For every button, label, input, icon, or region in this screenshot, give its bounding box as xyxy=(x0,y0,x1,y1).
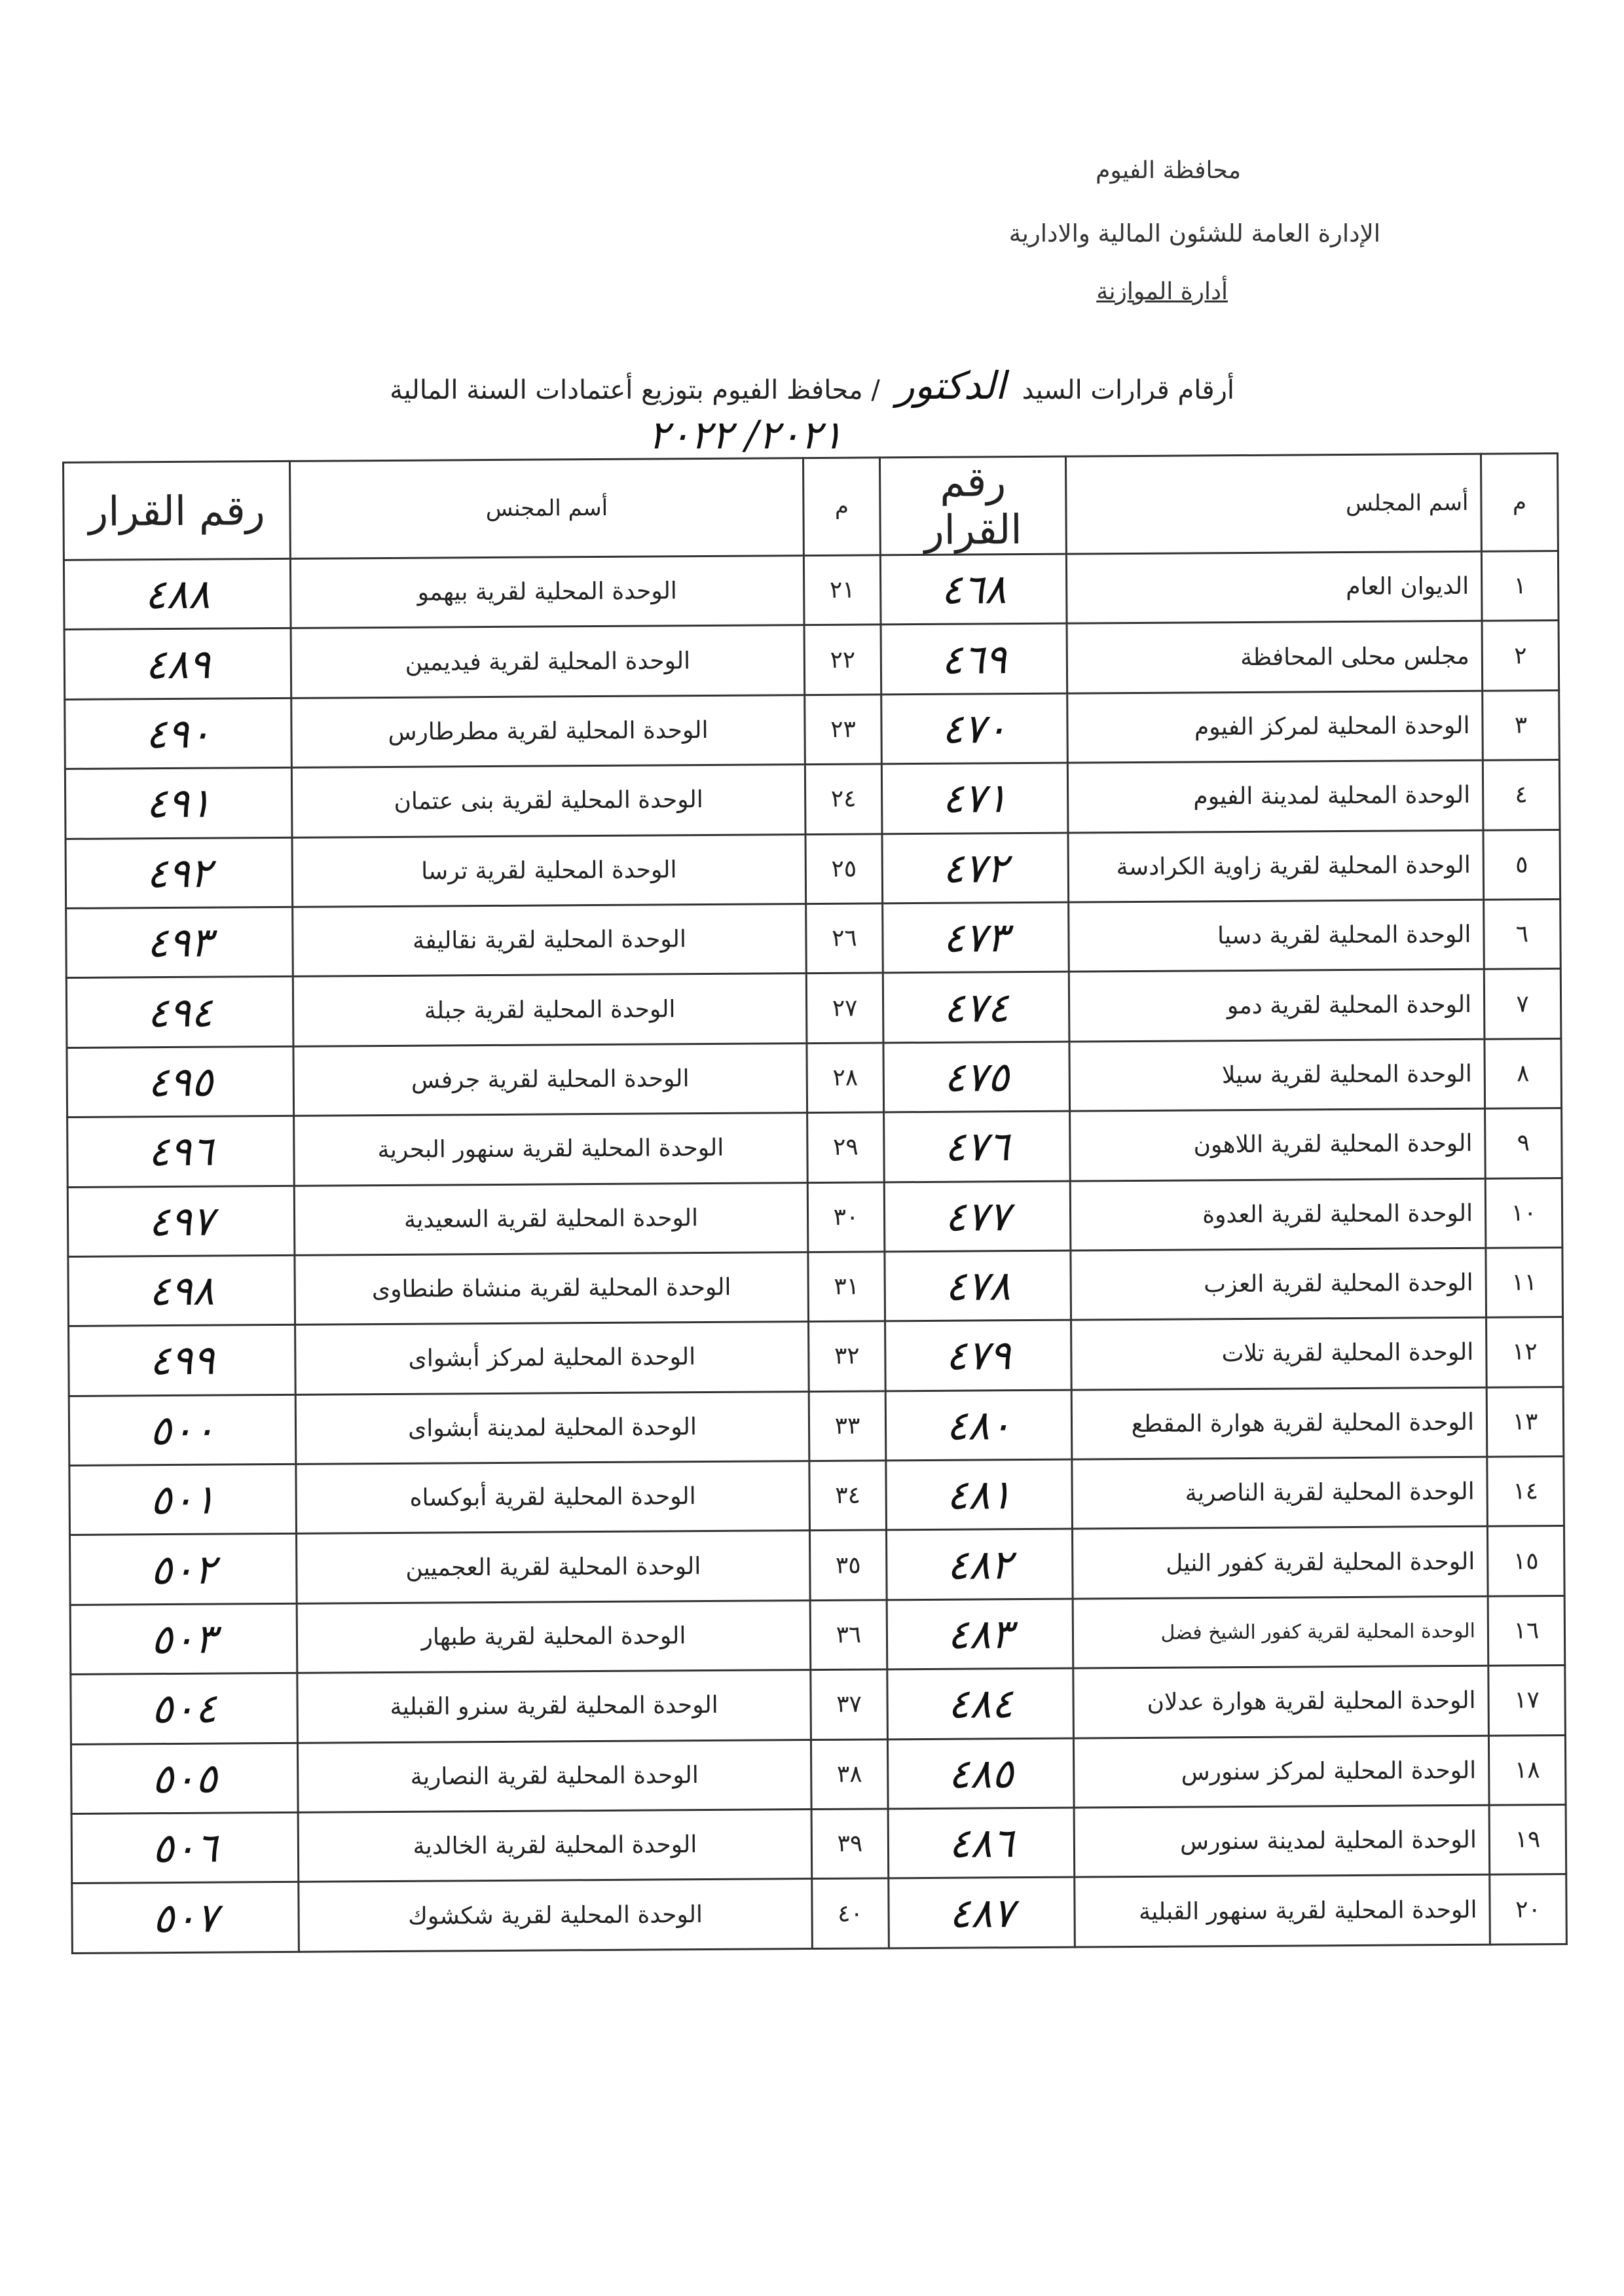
governorate-name: محافظة الفيوم xyxy=(1096,157,1241,184)
decision-number-2: ٥٠٣ xyxy=(70,1603,297,1675)
decision-number: ٤٧٠ xyxy=(881,693,1068,764)
header-m2: م xyxy=(803,458,880,556)
council-name-2: الوحدة المحلية لقرية جبلة xyxy=(293,974,807,1046)
council-name-2: الوحدة المحلية لقرية جرفس xyxy=(293,1043,807,1116)
decision-number-2: ٥٠٧ xyxy=(72,1882,299,1954)
decision-number-2: ٥٠٦ xyxy=(71,1812,299,1884)
row-number: ١٨ xyxy=(1488,1735,1566,1805)
row-number: ١٦ xyxy=(1488,1595,1565,1666)
council-name: الوحدة المحلية لقرية كفور النيل xyxy=(1072,1527,1488,1599)
row-number: ١٥ xyxy=(1487,1526,1564,1596)
decision-number: ٤٨٢ xyxy=(886,1529,1073,1600)
row-number: ٢ xyxy=(1482,621,1559,691)
decision-number-2: ٤٩٥ xyxy=(67,1046,294,1118)
decision-number: ٤٧٣ xyxy=(883,902,1069,973)
decision-number: ٤٨٦ xyxy=(888,1808,1075,1878)
row-number: ١٩ xyxy=(1489,1805,1566,1875)
title-suffix: / محافظ الفيوم بتوزيع أعتمادات السنة المالية xyxy=(390,375,880,405)
decision-number-2: ٤٩٨ xyxy=(68,1255,295,1326)
council-name-2: الوحدة المحلية لقرية بنى عتمان xyxy=(291,765,805,837)
row-number: ٢٠ xyxy=(1490,1874,1567,1944)
row-number-2: ٢٣ xyxy=(805,695,882,765)
council-name: الوحدة المحلية لقرية كفور الشيخ فضل xyxy=(1073,1596,1488,1668)
decision-number: ٤٧٤ xyxy=(883,972,1069,1042)
row-number-2: ٣٦ xyxy=(810,1600,887,1670)
council-name-2: الوحدة المحلية لقرية أبوكساه xyxy=(296,1461,810,1534)
row-number-2: ٣٢ xyxy=(809,1321,886,1391)
decision-number: ٤٧٢ xyxy=(882,833,1069,903)
table-row xyxy=(69,1387,1564,1465)
council-name-2: الوحدة المحلية لقرية العجميين xyxy=(297,1531,811,1603)
decision-number: ٤٦٨ xyxy=(880,554,1067,625)
decision-number: ٤٨٧ xyxy=(889,1878,1075,1948)
decision-number: ٤٨٠ xyxy=(885,1390,1072,1461)
decision-number-2: ٤٩٧ xyxy=(67,1186,295,1257)
table-row xyxy=(66,969,1561,1048)
title-prefix: أرقام قرارات السيد xyxy=(1022,375,1234,405)
table-row xyxy=(67,1108,1562,1187)
council-name-2: الوحدة المحلية لمدينة أبشواى xyxy=(295,1391,809,1464)
council-name-2: الوحدة المحلية لقرية السعيدية xyxy=(294,1182,808,1255)
table-row xyxy=(71,1805,1566,1884)
row-number: ٨ xyxy=(1485,1038,1562,1108)
council-name-2: الوحدة المحلية لقرية سنهور البحرية xyxy=(294,1113,808,1186)
row-number-2: ٣٩ xyxy=(811,1809,889,1879)
decision-number-2: ٤٩٢ xyxy=(65,837,293,909)
council-name-2: الوحدة المحلية لقرية نقاليفة xyxy=(293,904,807,977)
table-row xyxy=(72,1874,1567,1954)
council-name: الوحدة المحلية لقرية اللاهون xyxy=(1070,1108,1486,1180)
table-row xyxy=(69,1457,1564,1535)
row-number: ٩ xyxy=(1485,1108,1562,1178)
row-number-2: ٣٤ xyxy=(809,1461,887,1531)
council-name: الوحدة المحلية لقرية دسيا xyxy=(1069,900,1485,972)
decision-number: ٤٦٩ xyxy=(881,624,1067,695)
row-number-2: ٢٢ xyxy=(804,625,881,695)
row-number: ١٠ xyxy=(1485,1178,1562,1248)
decision-number: ٤٨٣ xyxy=(887,1599,1073,1669)
row-number: ٧ xyxy=(1484,969,1561,1039)
fiscal-year: ٢٠٢١/ ٢٠٢٢ xyxy=(648,412,843,458)
council-name: الوحدة المحلية لمركز سنورس xyxy=(1073,1736,1489,1808)
row-number-2: ٢٥ xyxy=(805,833,883,903)
table-row xyxy=(65,760,1560,839)
council-name-2: الوحدة المحلية لقرية الخالدية xyxy=(298,1810,812,1882)
decision-number-2: ٤٩٦ xyxy=(67,1116,295,1187)
table-row xyxy=(70,1595,1565,1674)
council-name: الوحدة المحلية لقرية تلات xyxy=(1071,1318,1487,1390)
decision-number-2: ٤٩٠ xyxy=(65,698,292,769)
decision-number: ٤٧١ xyxy=(881,763,1068,833)
table-row xyxy=(71,1735,1566,1813)
decision-number-2: ٤٩٣ xyxy=(66,907,293,978)
council-name-2: الوحدة المحلية لقرية طبهار xyxy=(297,1600,811,1673)
decision-number: ٤٧٨ xyxy=(885,1250,1071,1321)
row-number: ١٧ xyxy=(1488,1666,1566,1736)
decision-number: ٤٨١ xyxy=(886,1459,1073,1530)
row-number: ٣ xyxy=(1483,690,1560,760)
header-decision2: رقم القرار xyxy=(64,461,291,560)
row-number: ١٤ xyxy=(1487,1457,1564,1527)
row-number-2: ٤٠ xyxy=(812,1878,889,1948)
table-row xyxy=(64,621,1559,699)
council-name: الوحدة المحلية لقرية العزب xyxy=(1071,1248,1486,1320)
row-number: ٥ xyxy=(1483,829,1560,900)
row-number-2: ٣٣ xyxy=(809,1391,886,1461)
table-row xyxy=(68,1247,1563,1326)
council-name-2: الوحدة المحلية لقرية سنرو القبلية xyxy=(297,1670,811,1743)
table-row xyxy=(65,690,1560,769)
council-name-2: الوحدة المحلية لقرية فيديمين xyxy=(291,625,805,698)
decision-number-2: ٤٩٤ xyxy=(66,977,293,1048)
row-number-2: ٣٨ xyxy=(811,1739,888,1809)
title-handwritten: الدكتور xyxy=(896,363,1006,408)
header-m: م xyxy=(1481,454,1558,552)
council-name: الوحدة المحلية لقرية زاوية الكرادسة xyxy=(1068,830,1484,902)
row-number: ١١ xyxy=(1486,1247,1563,1317)
decision-number: ٤٧٧ xyxy=(884,1181,1071,1252)
decision-number-2: ٤٨٩ xyxy=(64,629,291,700)
table-row xyxy=(69,1317,1564,1396)
decision-number: ٤٨٤ xyxy=(887,1668,1074,1739)
table-row xyxy=(65,829,1560,908)
council-name: الوحدة المحلية لقرية سنهور القبلية xyxy=(1075,1875,1490,1947)
department-name: الإدارة العامة للشئون المالية والادارية xyxy=(1008,219,1380,247)
row-number-2: ٣١ xyxy=(808,1252,885,1322)
council-name-2: الوحدة المحلية لمركز أبشواى xyxy=(295,1322,809,1394)
decision-number-2: ٥٠٢ xyxy=(70,1534,297,1605)
row-number-2: ٢٧ xyxy=(806,973,883,1043)
row-number-2: ٢٨ xyxy=(807,1043,884,1113)
decision-number: ٤٧٦ xyxy=(884,1111,1071,1182)
council-name: الوحدة المحلية لمدينة الفيوم xyxy=(1067,760,1483,832)
council-name: الوحدة المحلية لمدينة سنورس xyxy=(1074,1805,1490,1877)
council-name: الوحدة المحلية لمركز الفيوم xyxy=(1067,691,1483,763)
decision-number-2: ٤٨٨ xyxy=(64,558,291,630)
council-name: الوحدة المحلية لقرية دمو xyxy=(1069,970,1485,1042)
row-number: ١٢ xyxy=(1486,1317,1564,1387)
table-row xyxy=(70,1526,1565,1605)
decision-number: ٤٧٩ xyxy=(885,1320,1072,1391)
header-decision: رقم القرار xyxy=(879,456,1066,555)
council-name: الوحدة المحلية لقرية هوارة عدلان xyxy=(1073,1666,1489,1738)
decision-number: ٤٧٥ xyxy=(883,1042,1070,1112)
council-name: الوحدة المحلية لقرية العدوة xyxy=(1070,1178,1486,1250)
council-name-2: الوحدة المحلية لقرية شكشوك xyxy=(299,1879,813,1952)
header-council: أسم المجلس xyxy=(1065,454,1481,554)
council-name: الوحدة المحلية لقرية الناصرية xyxy=(1072,1457,1488,1529)
office-name: أدارة الموازنة xyxy=(1096,278,1228,305)
council-name: مجلس محلى المحافظة xyxy=(1067,621,1483,693)
decision-number-2: ٥٠٠ xyxy=(69,1394,296,1466)
table-row xyxy=(71,1666,1566,1744)
council-name-2: الوحدة المحلية لقرية منشاة طنطاوى xyxy=(295,1252,809,1324)
decision-number-2: ٤٩١ xyxy=(65,768,292,839)
decision-number: ٤٨٥ xyxy=(887,1738,1074,1809)
decision-number-2: ٤٩٩ xyxy=(69,1325,296,1396)
table-row xyxy=(64,551,1559,630)
row-number-2: ٢١ xyxy=(803,555,881,625)
table-header-row xyxy=(64,454,1559,560)
decisions-table xyxy=(62,452,1568,1954)
row-number-2: ٢٤ xyxy=(805,764,882,834)
council-name: الديوان العام xyxy=(1066,551,1482,623)
row-number-2: ٣٥ xyxy=(809,1530,887,1600)
council-name: الوحدة المحلية لقرية هوارة المقطع xyxy=(1071,1387,1487,1459)
decision-number-2: ٥٠١ xyxy=(69,1464,297,1535)
row-number: ١٣ xyxy=(1486,1387,1564,1457)
council-name-2: الوحدة المحلية لقرية بيهمو xyxy=(290,556,804,629)
header-council2: أسم المجنس xyxy=(290,458,804,559)
council-name-2: الوحدة المحلية لقرية النصارية xyxy=(297,1740,811,1812)
council-name-2: الوحدة المحلية لقرية مطرطارس xyxy=(291,695,805,767)
table-row xyxy=(66,899,1561,977)
row-number: ٤ xyxy=(1483,760,1560,830)
row-number-2: ٢٩ xyxy=(807,1112,885,1182)
row-number: ٦ xyxy=(1484,899,1561,969)
decision-number-2: ٥٠٤ xyxy=(71,1673,298,1745)
row-number-2: ٣٧ xyxy=(811,1669,888,1740)
council-name-2: الوحدة المحلية لقرية ترسا xyxy=(292,834,806,907)
row-number-2: ٣٠ xyxy=(807,1182,885,1252)
row-number: ١ xyxy=(1481,551,1559,621)
table-row xyxy=(67,1038,1562,1117)
row-number-2: ٢٦ xyxy=(806,903,883,974)
council-name: الوحدة المحلية لقرية سيلا xyxy=(1069,1039,1485,1111)
document-title xyxy=(390,363,1234,408)
decision-number-2: ٥٠٥ xyxy=(71,1743,298,1814)
table-row xyxy=(67,1178,1562,1256)
